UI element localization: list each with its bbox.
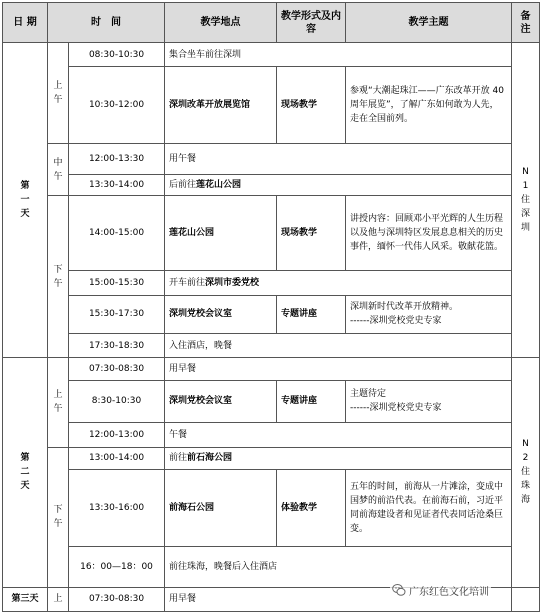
day1-afternoon [48,196,69,358]
watermark [390,581,491,599]
time-cell: 8:30-10:30 [69,380,165,423]
header-format: 教学形式及内容 [277,3,346,43]
time-cell: 13:30-14:00 [69,174,165,195]
period-label: 中午 [53,157,63,182]
header-location: 教学地点 [165,3,277,43]
table-row [3,43,540,67]
activity-cell: 用早餐 [165,587,512,611]
location-cell: 深圳改革开放展览馆 [165,67,277,144]
header-notes: 备注 [512,3,540,43]
time-cell: 07:30-08:30 [69,358,165,380]
activity-cell [165,447,512,469]
header-date: 日 期 [3,3,48,43]
day3-note [512,587,540,611]
table-row [3,196,540,271]
day1-label-text: 第一天 [20,181,30,220]
activity-prefix: 开车前往 [169,277,206,288]
header-row [3,3,540,43]
activity-cell [165,174,512,195]
header-theme: 教学主题 [346,3,512,43]
time-cell: 08:30-10:30 [69,43,165,67]
theme-line: 主题待定 [350,389,387,400]
day2-label [3,358,48,587]
day1-note [512,43,540,358]
theme-cell: 参观“大潮起珠江——广东改革开放 40 周年展览”，了解广东如何敢为人先，走在全国前列。 [346,67,512,144]
activity-prefix: 后前往 [169,179,197,190]
activity-cell: 入住酒店，晚餐 [165,334,512,358]
day2-afternoon [48,447,69,587]
theme-speaker: ------深圳党校党史专家 [350,316,442,327]
schedule-table [2,2,540,612]
day1-label [3,43,48,358]
day1-note-text: N1住深圳 [520,167,530,234]
activity-destination: 前石海公园 [187,453,233,464]
day1-morning [48,43,69,144]
time-cell: 14:00-15:00 [69,196,165,271]
theme-cell: 讲授内容：回顾邓小平光辉的人生历程以及他与深圳特区发展息息相关的历史事件，缅怀一代伟人风采。敬献花篮。 [346,196,512,271]
activity-cell: 午餐 [165,423,512,447]
day3-morning: 上 [48,587,69,611]
theme-speaker: ------深圳党校党史专家 [350,403,442,414]
header-time: 时 间 [48,3,165,43]
time-cell: 15:00-15:30 [69,271,165,295]
day2-note-text: N2住珠海 [520,439,530,506]
time-cell: 13:00-14:00 [69,447,165,469]
activity-destination: 深圳市委党校 [205,277,260,288]
period-label: 上午 [53,81,63,106]
activity-destination: 莲花山公园 [196,179,242,190]
activity-cell [165,271,512,295]
activity-cell: 前往珠海，晚餐后入住酒店 [165,546,512,587]
time-cell: 15:30-17:30 [69,295,165,334]
location-cell: 深圳党校会议室 [165,380,277,423]
time-cell: 12:00-13:00 [69,423,165,447]
theme-cell: 五年的时间，前海从一片滩涂，变成中国梦的前沿代表。在前海石前，习近平同前海建设者和见证者代表同话沧桑巨变。 [346,469,512,546]
day2-morning [48,358,69,447]
format-cell: 现场教学 [277,196,346,271]
day1-noon [48,144,69,196]
format-cell: 现场教学 [277,67,346,144]
period-label: 下午 [53,505,63,530]
day3-label: 第三天 [3,587,48,611]
location-cell: 莲花山公园 [165,196,277,271]
time-cell: 17:30-18:30 [69,334,165,358]
table-row [3,358,540,380]
table-row [3,271,540,295]
format-cell: 体验教学 [277,469,346,546]
time-cell: 07:30-08:30 [69,587,165,611]
time-cell: 12:00-13:30 [69,144,165,174]
table-row [3,380,540,423]
period-label: 下午 [53,264,63,289]
theme-cell [346,380,512,423]
table-row [3,295,540,334]
activity-cell: 用早餐 [165,358,512,380]
watermark-text: 广东红色文化培训 [409,586,489,598]
table-row [3,67,540,144]
period-label: 上午 [53,390,63,415]
theme-line: 深圳新时代改革开放精神。 [350,302,459,313]
format-cell: 专题讲座 [277,380,346,423]
theme-cell [346,295,512,334]
time-cell: 10:30-12:00 [69,67,165,144]
day2-label-text: 第二天 [20,453,30,492]
table-row [3,334,540,358]
location-cell: 前海石公园 [165,469,277,546]
table-row [3,447,540,469]
time-cell: 13:30-16:00 [69,469,165,546]
table-row [3,423,540,447]
location-cell: 深圳党校会议室 [165,295,277,334]
day2-note [512,358,540,587]
time-cell: 16：00—18：00 [69,546,165,587]
activity-cell: 用午餐 [165,144,512,174]
activity-cell: 集合坐车前往深圳 [165,43,512,67]
format-cell: 专题讲座 [277,295,346,334]
wechat-icon [392,583,406,597]
activity-prefix: 前往 [169,453,188,464]
table-row [3,174,540,195]
table-row [3,144,540,174]
table-row [3,469,540,546]
